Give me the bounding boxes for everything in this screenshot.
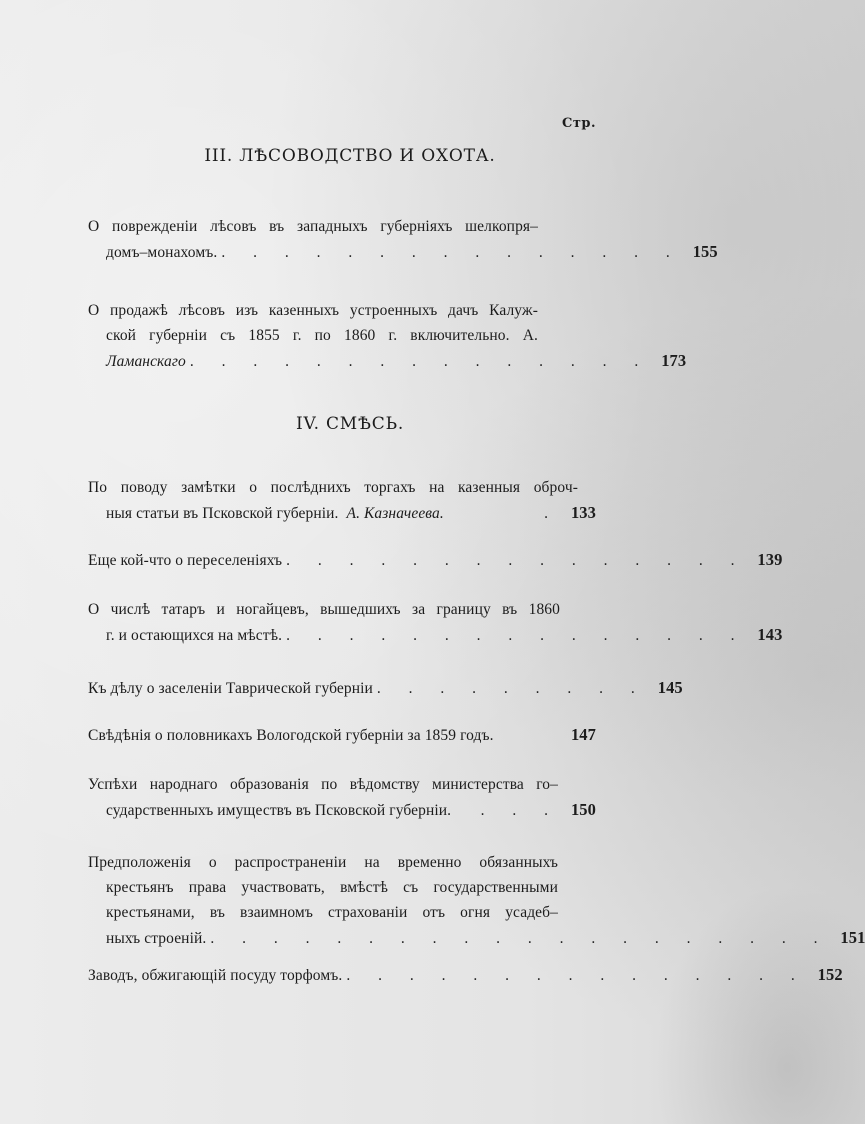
dot-leader: . . . . . . . . . . . . . . . . . . . . (210, 930, 830, 947)
dot-leader: . . . . . . . . . (376, 680, 647, 697)
dot-leader: . . . . . . . . . . . . . . . (189, 353, 651, 370)
entry-author: Ламанскаго (106, 353, 186, 370)
entry-text: О продажѣ лѣсовъ изъ казенныхъ устроенныхъ дачъ Калуж- (88, 302, 538, 319)
entry-text: г. и остающихся на мѣстѣ. (106, 627, 283, 644)
toc-entry[interactable] (88, 675, 683, 701)
page-number: 151 (840, 928, 865, 947)
entry-text: сударственныхъ имуществъ въ Псковской губерніи. (106, 802, 452, 819)
entry-text: О числѣ татаръ и ногайцевъ, вышедшихъ за границу въ 1860 (88, 601, 560, 618)
dot-leader: . (544, 505, 560, 522)
section-title-iii: III. ЛѢСОВОДСТВО И ОХОТА. (204, 146, 496, 166)
toc-entry[interactable] (88, 214, 718, 265)
dot-leader: . . . . . . . . . . . . . . . (286, 627, 747, 644)
entry-text: ныхъ строеній. (106, 930, 207, 947)
page-number: 152 (817, 965, 843, 984)
dot-leader: . . . . . . . . . . . . . . . (221, 244, 682, 261)
dot-leader: . . . (480, 802, 560, 819)
entry-text: Свѣдѣнія о половникахъ Вологодской губерніи за 1859 годъ. (88, 727, 494, 744)
entry-text: домъ–монахомъ. (106, 244, 218, 261)
dot-leader: . . . . . . . . . . . . . . . (286, 552, 747, 569)
entry-text: Предположенія о распространеніи на временно обязанныхъ (88, 854, 558, 871)
entry-text: Успѣхи народнаго образованія по вѣдомству министерства го– (88, 776, 558, 793)
entry-text: Еще кой-что о переселеніяхъ (88, 552, 283, 569)
page-number: 133 (570, 503, 596, 522)
entry-text: Къ дѣлу о заселеніи Таврической губерніи (88, 680, 373, 697)
toc-entry[interactable] (88, 772, 596, 823)
page-number: 139 (757, 550, 783, 569)
entry-text: крестьянъ права участвовать, вмѣстѣ съ государственными (106, 879, 558, 896)
toc-entry[interactable] (88, 722, 596, 748)
page-number: 150 (570, 800, 596, 819)
page-number: 155 (692, 242, 718, 261)
toc-entry[interactable] (88, 962, 843, 988)
toc-entry[interactable] (88, 547, 783, 573)
entry-text: ской губерніи съ 1855 г. по 1860 г. включительно. А. (106, 327, 538, 344)
entry-text: О поврежденіи лѣсовъ въ западныхъ губерніяхъ шелкопря– (88, 218, 538, 235)
toc-entry[interactable] (88, 475, 596, 526)
page-column-label: Стр. (562, 116, 597, 131)
toc-entry[interactable] (88, 597, 783, 648)
section-title-iv: IV. СМѢСЬ. (295, 414, 405, 434)
entry-author: А. Казначеева. (346, 505, 444, 522)
entry-text: крестьянами, въ взаимномъ страхованіи отъ огня усадеб– (106, 904, 558, 921)
toc-entry[interactable] (88, 298, 687, 374)
entry-text: Заводъ, обжигающій посуду торфомъ. (88, 967, 343, 984)
entry-text: По поводу замѣтки о послѣднихъ торгахъ на казенныя оброч- (88, 479, 578, 496)
page-number: 173 (661, 351, 687, 370)
page-number: 145 (657, 678, 683, 697)
toc-entry[interactable] (88, 850, 865, 951)
page-number: 143 (757, 625, 783, 644)
page-number: 147 (570, 725, 596, 744)
dot-leader: . . . . . . . . . . . . . . . (346, 967, 807, 984)
entry-text: ныя статьи въ Псковской губерніи. (106, 505, 339, 522)
